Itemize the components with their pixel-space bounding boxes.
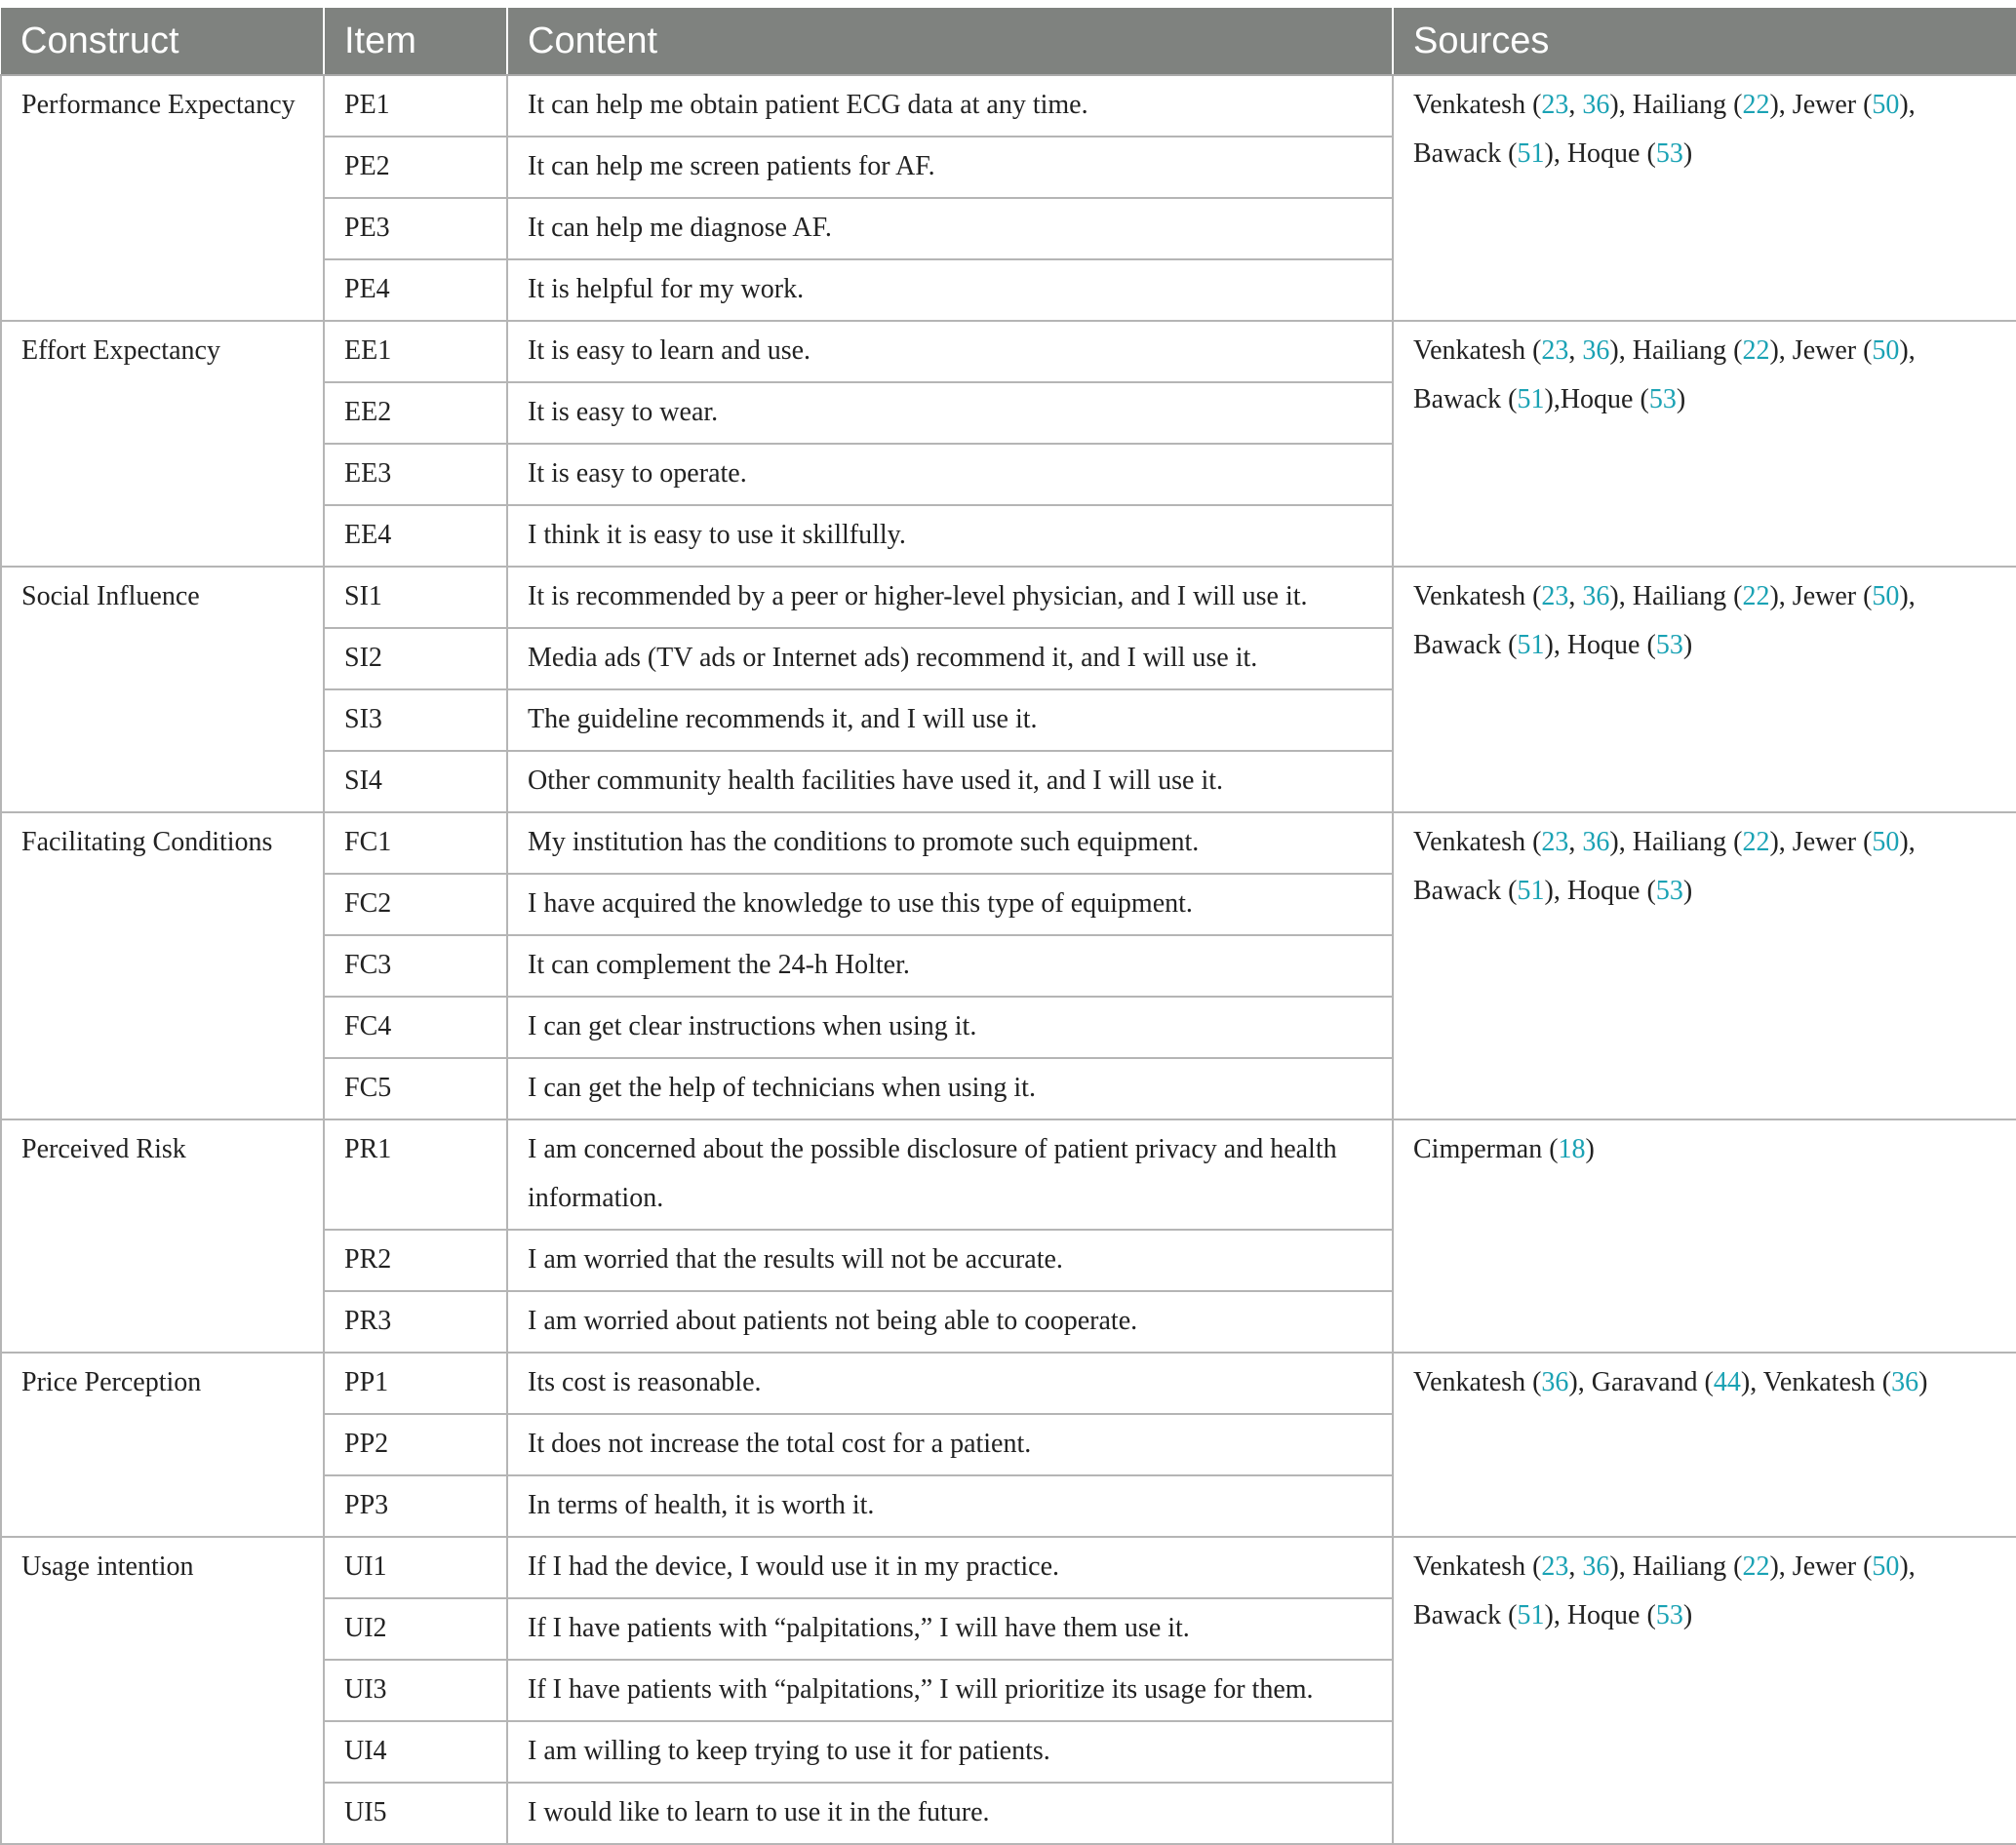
reference-link[interactable]: 22 — [1742, 335, 1770, 366]
source-text: , — [1568, 335, 1583, 366]
item-id-cell: SI1 — [324, 567, 507, 628]
item-content-cell: Other community health facilities have used it, and I will use it. — [507, 751, 1393, 812]
source-text: ), Bawack ( — [1413, 90, 1916, 169]
item-content-cell: It is recommended by a peer or higher-level physician, and I will use it. — [507, 567, 1393, 628]
source-text: , — [1568, 90, 1583, 120]
item-content-cell: I am willing to keep trying to use it for patients. — [507, 1721, 1393, 1783]
reference-link[interactable]: 50 — [1872, 90, 1900, 120]
item-id-cell: PP2 — [324, 1414, 507, 1475]
source-text: Venkatesh ( — [1413, 1551, 1542, 1582]
source-text: , — [1568, 1551, 1583, 1582]
item-content-cell: I would like to learn to use it in the future. — [507, 1783, 1393, 1844]
source-text: ), Hoque ( — [1544, 138, 1656, 169]
construct-cell: Social Influence — [1, 567, 324, 812]
item-id-cell: EE2 — [324, 382, 507, 444]
source-text: ), Hailiang ( — [1609, 335, 1743, 366]
item-content-cell: I am worried about patients not being able to cooperate. — [507, 1291, 1393, 1353]
source-text: ), Hoque ( — [1544, 876, 1656, 906]
item-id-cell: FC4 — [324, 997, 507, 1058]
item-id-cell: UI1 — [324, 1537, 507, 1598]
reference-link[interactable]: 22 — [1742, 90, 1770, 120]
header-row — [1, 8, 2016, 75]
reference-link[interactable]: 50 — [1872, 335, 1900, 366]
reference-link[interactable]: 36 — [1582, 335, 1610, 366]
construct-cell: Facilitating Conditions — [1, 812, 324, 1119]
source-text: ), Jewer ( — [1769, 1551, 1873, 1582]
source-text: ), Jewer ( — [1769, 827, 1873, 857]
table-row — [1, 321, 2016, 382]
item-id-cell: PR2 — [324, 1230, 507, 1291]
source-text: ), Hailiang ( — [1609, 827, 1743, 857]
table-row — [1, 1537, 2016, 1598]
source-text: ),Hoque ( — [1544, 384, 1649, 414]
item-id-cell: PR3 — [324, 1291, 507, 1353]
construct-cell: Perceived Risk — [1, 1119, 324, 1353]
reference-link[interactable]: 51 — [1517, 876, 1545, 906]
item-content-cell: In terms of health, it is worth it. — [507, 1475, 1393, 1537]
item-id-cell: FC2 — [324, 874, 507, 935]
item-id-cell: PE2 — [324, 137, 507, 198]
source-text: Venkatesh ( — [1413, 1367, 1542, 1397]
item-content-cell: It can complement the 24-h Holter. — [507, 935, 1393, 997]
reference-link[interactable]: 23 — [1541, 335, 1569, 366]
item-id-cell: EE1 — [324, 321, 507, 382]
reference-link[interactable]: 51 — [1517, 138, 1545, 169]
reference-link[interactable]: 22 — [1742, 827, 1770, 857]
item-id-cell: FC1 — [324, 812, 507, 874]
item-id-cell: UI5 — [324, 1783, 507, 1844]
item-id-cell: PP1 — [324, 1353, 507, 1414]
source-text: Venkatesh ( — [1413, 335, 1542, 366]
header-content: Content — [507, 8, 1393, 75]
reference-link[interactable]: 51 — [1517, 384, 1545, 414]
reference-link[interactable]: 50 — [1872, 581, 1900, 611]
source-text: ) — [1585, 1134, 1595, 1164]
reference-link[interactable]: 50 — [1872, 827, 1900, 857]
sources-cell — [1393, 812, 2016, 1119]
source-text: , — [1568, 581, 1583, 611]
source-text: ), Bawack ( — [1413, 827, 1916, 906]
table-row — [1, 75, 2016, 137]
item-content-cell: It can help me screen patients for AF. — [507, 137, 1393, 198]
reference-link[interactable]: 23 — [1541, 90, 1569, 120]
table-row — [1, 1353, 2016, 1414]
source-text: ), Jewer ( — [1769, 581, 1873, 611]
source-text: ), Hoque ( — [1544, 630, 1656, 660]
item-id-cell: PE3 — [324, 198, 507, 259]
item-id-cell: FC3 — [324, 935, 507, 997]
source-text: Venkatesh ( — [1413, 581, 1542, 611]
item-content-cell: If I have patients with “palpitations,” I will have them use it. — [507, 1598, 1393, 1660]
item-id-cell: SI4 — [324, 751, 507, 812]
item-id-cell: SI3 — [324, 689, 507, 751]
source-text: ), Garavand ( — [1568, 1367, 1714, 1397]
header-sources: Sources — [1393, 8, 2016, 75]
reference-link[interactable]: 51 — [1517, 630, 1545, 660]
item-content-cell: My institution has the conditions to promote such equipment. — [507, 812, 1393, 874]
header-item: Item — [324, 8, 507, 75]
source-text: ), Jewer ( — [1769, 90, 1873, 120]
item-id-cell: EE3 — [324, 444, 507, 505]
reference-link[interactable]: 23 — [1541, 1551, 1569, 1582]
reference-link[interactable]: 36 — [1891, 1367, 1919, 1397]
item-id-cell: PR1 — [324, 1119, 507, 1230]
table-row — [1, 812, 2016, 874]
sources-cell — [1393, 321, 2016, 567]
header-construct: Construct — [1, 8, 324, 75]
item-id-cell: FC5 — [324, 1058, 507, 1119]
sources-cell — [1393, 1537, 2016, 1844]
item-content-cell: It is helpful for my work. — [507, 259, 1393, 321]
reference-link[interactable]: 36 — [1582, 827, 1610, 857]
source-text: ), Hailiang ( — [1609, 90, 1743, 120]
item-content-cell: I am concerned about the possible disclosure of patient privacy and health information. — [507, 1119, 1393, 1230]
reference-link[interactable]: 51 — [1517, 1600, 1545, 1630]
reference-link[interactable]: 22 — [1742, 581, 1770, 611]
source-text: ), Hailiang ( — [1609, 581, 1743, 611]
item-id-cell: PE1 — [324, 75, 507, 137]
reference-link[interactable]: 53 — [1655, 630, 1683, 660]
sources-cell — [1393, 1119, 2016, 1353]
reference-link[interactable]: 36 — [1582, 1551, 1610, 1582]
item-content-cell: I can get the help of technicians when using it. — [507, 1058, 1393, 1119]
reference-link[interactable]: 44 — [1713, 1367, 1741, 1397]
item-content-cell: I am worried that the results will not be accurate. — [507, 1230, 1393, 1291]
construct-cell: Effort Expectancy — [1, 321, 324, 567]
item-id-cell: PP3 — [324, 1475, 507, 1537]
reference-link[interactable]: 23 — [1541, 581, 1569, 611]
constructs-table — [0, 8, 2016, 1845]
source-text: ) — [1682, 630, 1693, 660]
item-content-cell: If I had the device, I would use it in my practice. — [507, 1537, 1393, 1598]
reference-link[interactable]: 53 — [1655, 876, 1683, 906]
item-id-cell: UI2 — [324, 1598, 507, 1660]
reference-link[interactable]: 53 — [1648, 384, 1677, 414]
source-text: ), Bawack ( — [1413, 1551, 1916, 1630]
reference-link[interactable]: 36 — [1541, 1367, 1569, 1397]
table-row — [1, 1119, 2016, 1230]
item-content-cell: If I have patients with “palpitations,” I will prioritize its usage for them. — [507, 1660, 1393, 1721]
construct-cell: Performance Expectancy — [1, 75, 324, 321]
construct-cell: Price Perception — [1, 1353, 324, 1537]
item-content-cell: Its cost is reasonable. — [507, 1353, 1393, 1414]
item-content-cell: I can get clear instructions when using it. — [507, 997, 1393, 1058]
sources-cell — [1393, 567, 2016, 812]
source-text: ), Jewer ( — [1769, 335, 1873, 366]
table-header — [1, 8, 2016, 75]
reference-link[interactable]: 36 — [1582, 90, 1610, 120]
reference-link[interactable]: 53 — [1655, 138, 1683, 169]
sources-cell — [1393, 75, 2016, 321]
reference-link[interactable]: 50 — [1872, 1551, 1900, 1582]
reference-link[interactable]: 36 — [1582, 581, 1610, 611]
source-text: ), Bawack ( — [1413, 335, 1916, 414]
source-text: Venkatesh ( — [1413, 90, 1542, 120]
reference-link[interactable]: 22 — [1742, 1551, 1770, 1582]
source-text: ), Bawack ( — [1413, 581, 1916, 660]
item-content-cell: I think it is easy to use it skillfully. — [507, 505, 1393, 567]
item-id-cell: PE4 — [324, 259, 507, 321]
item-content-cell: It does not increase the total cost for a patient. — [507, 1414, 1393, 1475]
reference-link[interactable]: 23 — [1541, 827, 1569, 857]
item-content-cell: The guideline recommends it, and I will use it. — [507, 689, 1393, 751]
source-text: Venkatesh ( — [1413, 827, 1542, 857]
source-text: ), Venkatesh ( — [1740, 1367, 1892, 1397]
item-content-cell: I have acquired the knowledge to use this type of equipment. — [507, 874, 1393, 935]
item-content-cell: It is easy to wear. — [507, 382, 1393, 444]
item-id-cell: UI4 — [324, 1721, 507, 1783]
item-id-cell: SI2 — [324, 628, 507, 689]
construct-cell: Usage intention — [1, 1537, 324, 1844]
source-text: , — [1568, 827, 1583, 857]
table-body — [1, 75, 2016, 1844]
source-text: Cimperman ( — [1413, 1134, 1559, 1164]
table-row — [1, 567, 2016, 628]
source-text: ) — [1918, 1367, 1928, 1397]
source-text: ) — [1682, 1600, 1693, 1630]
item-content-cell: It can help me diagnose AF. — [507, 198, 1393, 259]
source-text: ) — [1676, 384, 1686, 414]
reference-link[interactable]: 18 — [1558, 1134, 1586, 1164]
item-content-cell: Media ads (TV ads or Internet ads) recommend it, and I will use it. — [507, 628, 1393, 689]
sources-cell — [1393, 1353, 2016, 1537]
source-text: ) — [1682, 138, 1693, 169]
source-text: ), Hoque ( — [1544, 1600, 1656, 1630]
item-id-cell: EE4 — [324, 505, 507, 567]
source-text: ), Hailiang ( — [1609, 1551, 1743, 1582]
source-text: ) — [1682, 876, 1693, 906]
item-content-cell: It is easy to learn and use. — [507, 321, 1393, 382]
reference-link[interactable]: 53 — [1655, 1600, 1683, 1630]
item-id-cell: UI3 — [324, 1660, 507, 1721]
item-content-cell: It is easy to operate. — [507, 444, 1393, 505]
item-content-cell: It can help me obtain patient ECG data at any time. — [507, 75, 1393, 137]
